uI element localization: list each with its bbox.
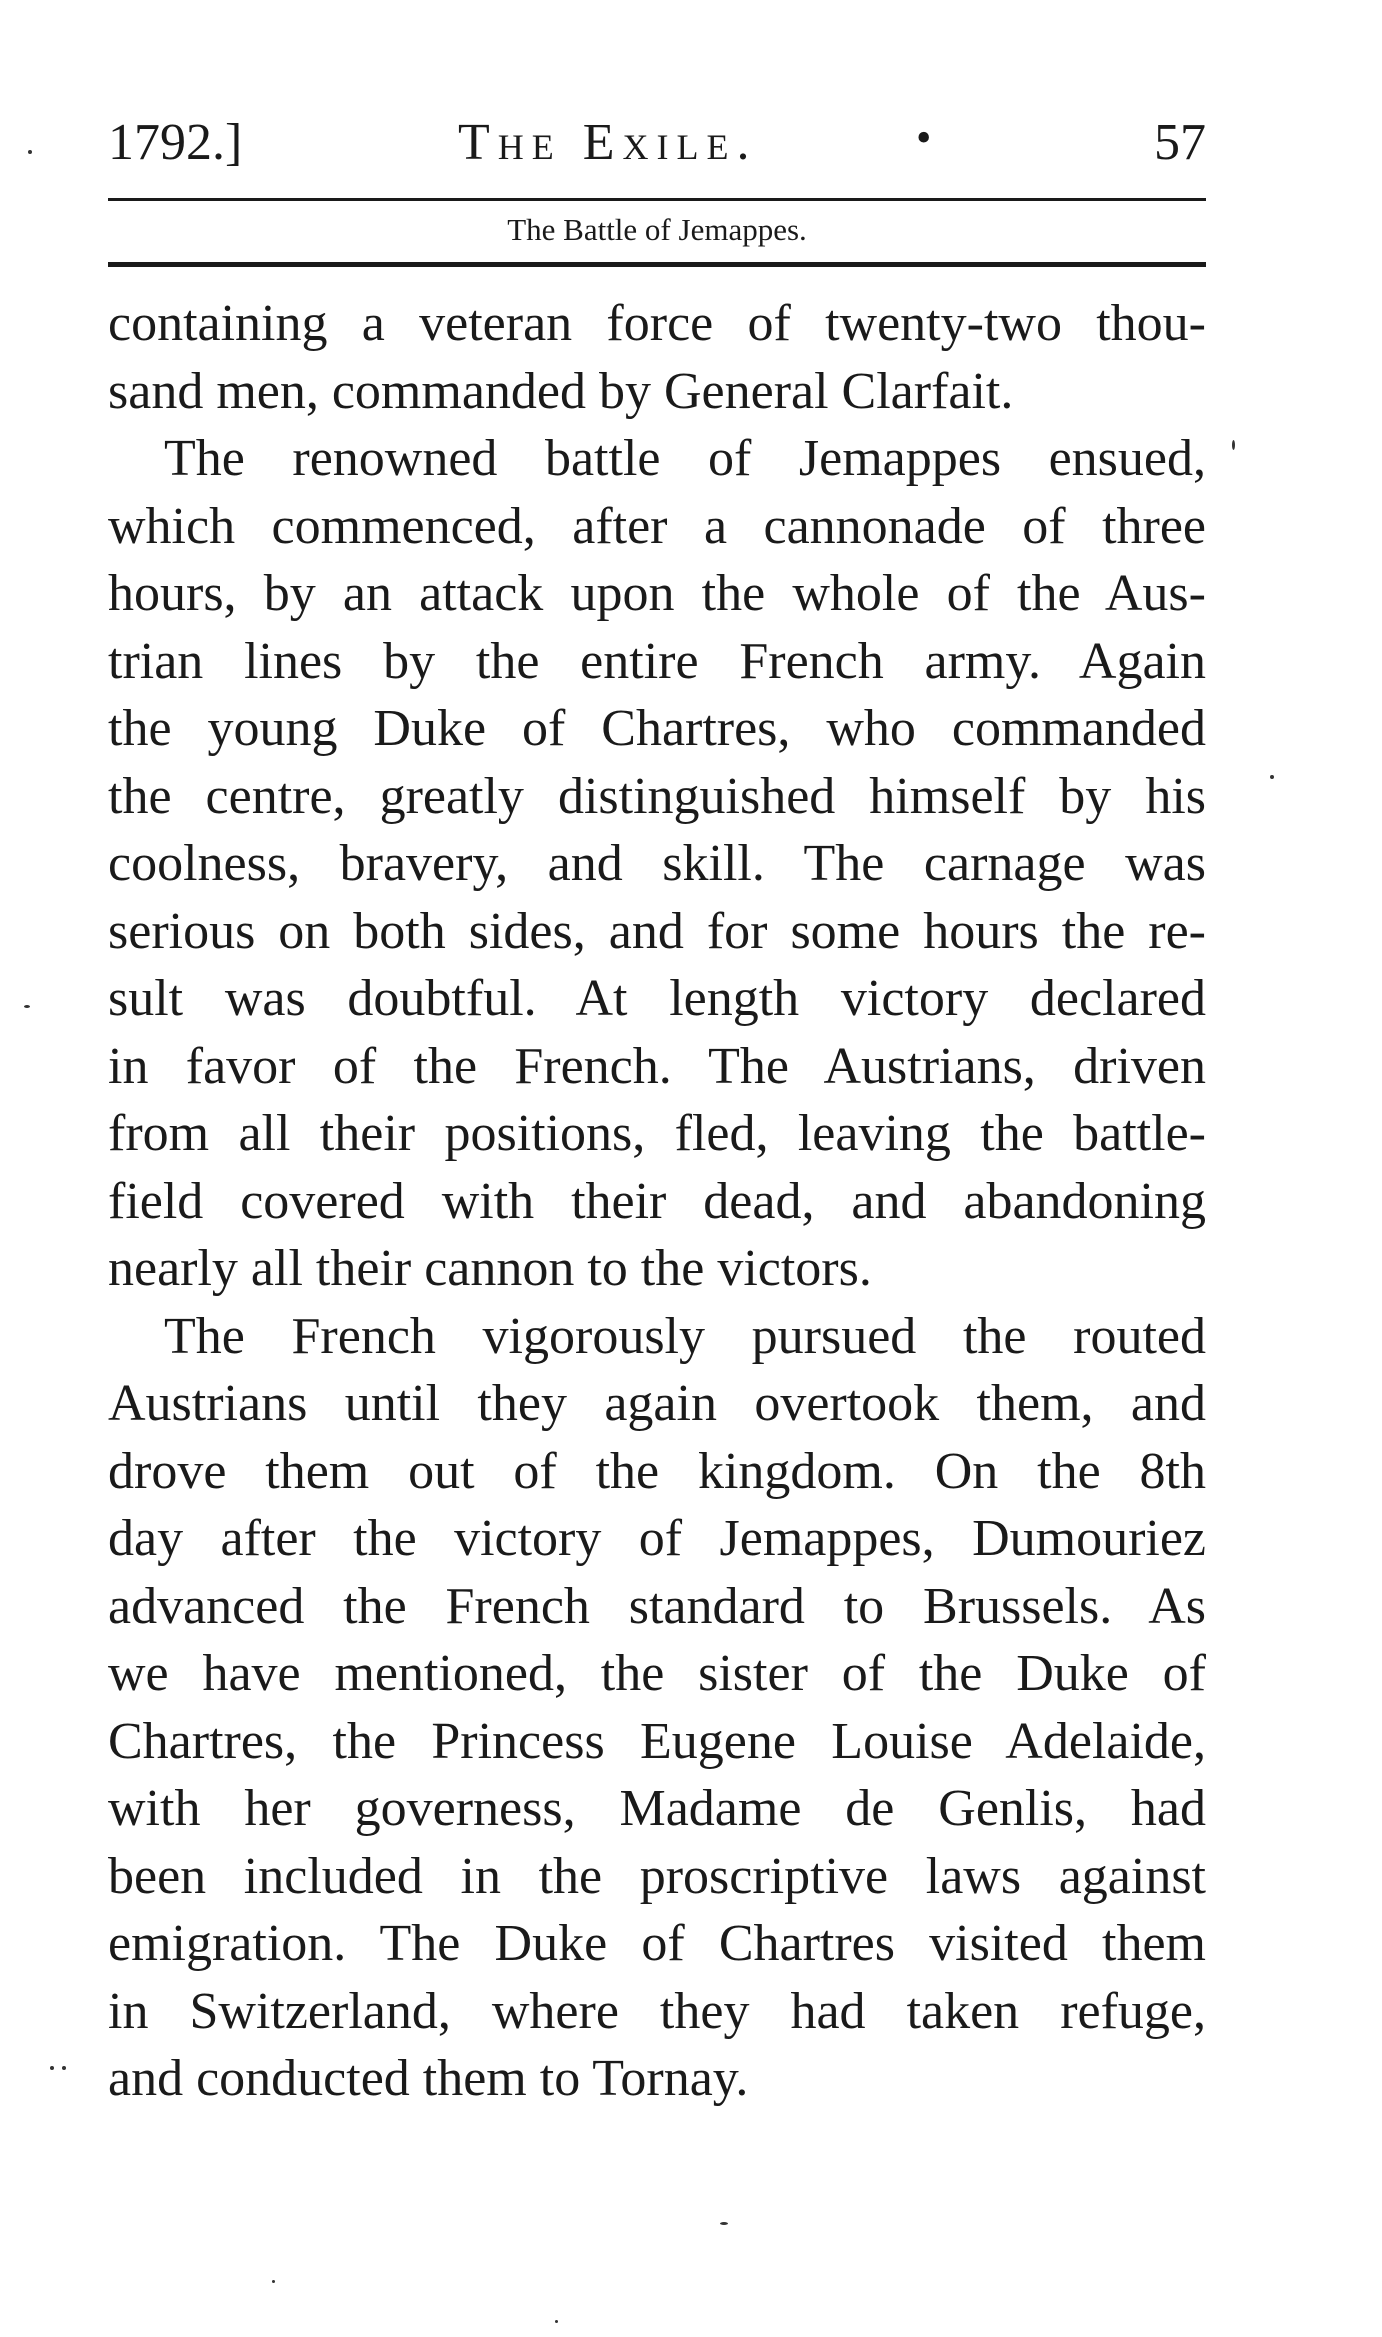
- text-line: serious on both sides, and for some hours the re-: [108, 902, 1206, 960]
- text-line: in favor of the French. The Austrians, driven: [108, 1037, 1206, 1095]
- running-head-ornament: •: [916, 113, 932, 162]
- text-line: the young Duke of Chartres, who commanded: [108, 700, 1206, 757]
- text-line: The renowned battle of Jemappes ensued,: [164, 430, 1206, 487]
- text-line: which commenced, after a cannonade of three: [108, 497, 1206, 555]
- text-line: with her governess, Madame de Genlis, had: [108, 1780, 1206, 1837]
- page-number: 57: [1154, 114, 1206, 171]
- print-speck: [720, 2222, 728, 2225]
- print-speck: [62, 2066, 66, 2070]
- print-speck: [50, 2066, 54, 2070]
- text-line: hours, by an attack upon the whole of the Aus-: [108, 565, 1206, 622]
- body-text: [108, 290, 1206, 2113]
- running-head-year: 1792.]: [108, 114, 243, 171]
- text-line: been included in the proscriptive laws against: [108, 1847, 1206, 1905]
- text-line: nearly all their cannon to the victors.: [108, 1240, 872, 1297]
- text-line: from all their positions, fled, leaving the battle-: [108, 1105, 1206, 1162]
- text-line: trian lines by the entire French army. Again: [108, 632, 1206, 690]
- section-heading: The Battle of Jemappes.: [507, 212, 807, 247]
- text-line: containing a veteran force of twenty-two thou-: [108, 295, 1206, 352]
- print-speck: [1232, 440, 1235, 450]
- text-line: and conducted them to Tornay.: [108, 2050, 749, 2107]
- text-line: the centre, greatly distinguished himself by his: [108, 767, 1206, 825]
- text-line: coolness, bravery, and skill. The carnage was: [108, 835, 1206, 892]
- text-line: emigration. The Duke of Chartres visited them: [108, 1915, 1206, 1972]
- text-line: drove them out of the kingdom. On the 8th: [108, 1442, 1206, 1500]
- text-line: Austrians until they again overtook them, and: [108, 1375, 1206, 1432]
- print-speck: [555, 2320, 558, 2323]
- text-line: we have mentioned, the sister of the Duke of: [108, 1645, 1206, 1702]
- text-line: field covered with their dead, and abandoning: [108, 1172, 1206, 1230]
- header-rule-top: [108, 198, 1206, 201]
- running-head: [108, 108, 1206, 178]
- text-line: day after the victory of Jemappes, Dumouriez: [108, 1510, 1206, 1567]
- print-speck: [24, 1005, 30, 1008]
- text-line: Chartres, the Princess Eugene Louise Adelaide,: [108, 1712, 1206, 1770]
- text-line: sult was doubtful. At length victory declared: [108, 970, 1206, 1027]
- running-head-title: The Exile.: [458, 114, 758, 171]
- header-rule-bottom: [108, 262, 1206, 267]
- print-speck: [272, 2280, 275, 2283]
- text-line: advanced the French standard to Brussels. As: [108, 1577, 1206, 1635]
- text-line: in Switzerland, where they had taken refuge,: [108, 1982, 1206, 2040]
- print-speck: [28, 150, 32, 154]
- print-speck: [1270, 775, 1274, 779]
- text-line: sand men, commanded by General Clarfait.: [108, 362, 1014, 420]
- text-line: The French vigorously pursued the routed: [164, 1307, 1206, 1365]
